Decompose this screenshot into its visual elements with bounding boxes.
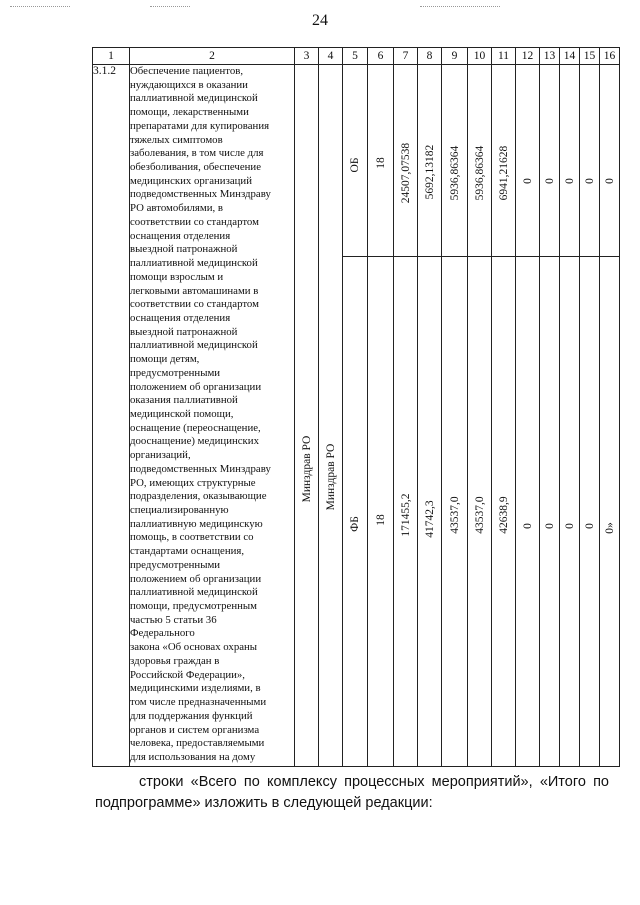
- description-line: дооснащение) медицинских: [130, 435, 259, 448]
- cell-value: 5692,13182: [423, 144, 436, 200]
- executor-cell: [295, 65, 319, 767]
- header-cell: 7: [394, 48, 418, 65]
- description-line: закона «Об основах охраны: [130, 641, 258, 654]
- participant: Минздрав РО: [324, 443, 337, 511]
- cell-value: 6941,21628: [497, 145, 510, 201]
- cell-value: 43537,0: [473, 496, 486, 534]
- description-line: органов и систем организма: [130, 723, 260, 736]
- description-line: РО автомобилями, в: [130, 202, 223, 215]
- description-line: здоровья граждан в: [130, 654, 220, 667]
- cell-value: 24507,07538: [399, 142, 412, 204]
- description-line: помощи детям,: [130, 353, 200, 366]
- description-line: оснащения отделения: [130, 311, 231, 324]
- description-line: организаций,: [130, 449, 191, 462]
- description-line: медицинскими изделиями, в: [130, 682, 261, 695]
- description-line: паллиативной медицинской: [130, 257, 258, 270]
- page-number: 24: [312, 12, 328, 29]
- description-line: помощи взрослым и: [130, 270, 224, 283]
- header-cell: 15: [580, 48, 600, 65]
- description-line: тяжелых симптомов: [130, 133, 223, 146]
- header-cell: 4: [319, 48, 343, 65]
- description-line: медицинских организаций: [130, 174, 252, 187]
- description-line: медицинской помощи,: [130, 407, 234, 420]
- description-line: соответствии со стандартом: [130, 298, 259, 311]
- description-line: подведомственных Минздраву: [130, 188, 271, 201]
- header-cell: 3: [295, 48, 319, 65]
- description-line: паллиативной медицинской: [130, 92, 258, 105]
- description-line: выездной патронажной: [130, 243, 238, 256]
- header-cell: 9: [442, 48, 468, 65]
- cell-value: 5936,86364: [473, 145, 486, 201]
- description-line: Обеспечение пациентов,: [130, 65, 244, 77]
- cell-value: 41742,3: [423, 500, 436, 538]
- description-line: оказания паллиативной: [130, 394, 238, 407]
- header-cell: 6: [368, 48, 394, 65]
- description-line: оснащение (переоснащение,: [130, 421, 261, 434]
- cell-value: 18: [374, 514, 387, 526]
- header-cell: 13: [540, 48, 560, 65]
- description-line: для поддержания функций: [130, 709, 253, 722]
- cell-value: 171455,2: [399, 493, 412, 537]
- description-line: паллиативной медицинской: [130, 586, 258, 599]
- description-line: оснащения отделения: [130, 229, 231, 242]
- description-line: том числе предназначенными: [130, 696, 267, 709]
- header-cell: 8: [418, 48, 442, 65]
- description-line: частью 5 статьи 36: [130, 613, 217, 626]
- cell-value: 0: [583, 178, 596, 184]
- header-cell: 11: [492, 48, 516, 65]
- description-line: соответствии со стандартом: [130, 215, 259, 228]
- cell-value: 42638,9: [497, 496, 510, 534]
- description-line: паллиативную медицинскую: [130, 517, 263, 530]
- description-line: подведомственных Минздраву: [130, 462, 271, 475]
- cell-value: 0: [543, 178, 556, 184]
- description-line: Российской Федерации»,: [130, 668, 245, 681]
- cell-value: 0»: [603, 522, 616, 534]
- description-line: заболевания, в том числе для: [130, 147, 264, 160]
- cell-value: 0: [563, 178, 576, 184]
- executor: Минздрав РО: [300, 435, 313, 503]
- scan-artifact: [150, 6, 190, 7]
- header-cell: 16: [600, 48, 620, 65]
- participant-cell: [319, 65, 343, 767]
- header-cell: 5: [343, 48, 368, 65]
- funding-source: ФБ: [349, 516, 361, 532]
- description-line: препаратами для купирования: [130, 119, 270, 132]
- cell-value: 0: [563, 523, 576, 529]
- header-cell: 10: [468, 48, 492, 65]
- description-line: положением об организации: [130, 380, 262, 393]
- description-line: РО, имеющих структурные: [130, 476, 256, 489]
- description-line: помощь, в соответствии со: [130, 531, 254, 544]
- row-description: [130, 65, 295, 767]
- description-line: выездной патронажной: [130, 325, 238, 338]
- description-line: предусмотренными: [130, 366, 221, 379]
- cell-value: 18: [374, 157, 387, 169]
- description-line: обезболивания, обеспечение: [130, 161, 261, 174]
- description-line: для использования на дому: [130, 750, 256, 763]
- description-line: паллиативной медицинской: [130, 339, 258, 352]
- cell-value: 43537,0: [448, 496, 461, 534]
- description-line: подразделения, оказывающие: [130, 490, 267, 503]
- description-line: нуждающихся в оказании: [130, 78, 248, 91]
- cell-value: 0: [603, 178, 616, 184]
- header-cell: 1: [93, 48, 130, 65]
- cell-value: 0: [521, 523, 534, 529]
- description-line: помощи, лекарственными: [130, 106, 249, 119]
- program-table: [92, 47, 620, 767]
- row-code: 3.1.2: [93, 65, 130, 767]
- funding-source: ОБ: [349, 157, 361, 173]
- header-cell: 12: [516, 48, 540, 65]
- cell-value: 5936,86364: [448, 145, 461, 201]
- description-line: легковыми автомашинами в: [130, 284, 259, 297]
- description-line: стандартами оснащения,: [130, 545, 245, 558]
- footer-paragraph: строки «Всего по комплексу процессных мероприятий», «Итого по подпрограмме» изложить в следующей редакции:: [95, 774, 609, 811]
- description-line: положением об организации: [130, 572, 262, 585]
- header-row: [93, 48, 620, 65]
- header-cell: 2: [130, 48, 295, 65]
- scan-artifact: [420, 6, 500, 7]
- header-cell: 14: [560, 48, 580, 65]
- cell-value: 0: [583, 523, 596, 529]
- description-line: предусмотренными: [130, 558, 221, 571]
- cell-value: 0: [543, 523, 556, 529]
- description-line: человека, предоставляемыми: [130, 737, 265, 750]
- cell-value: 0: [521, 178, 534, 184]
- table-row: [93, 65, 620, 257]
- scan-artifact: [10, 6, 70, 7]
- description-line: специализированную: [130, 504, 229, 516]
- description-line: Федерального: [130, 627, 195, 640]
- description-line: помощи, предусмотренным: [130, 600, 257, 613]
